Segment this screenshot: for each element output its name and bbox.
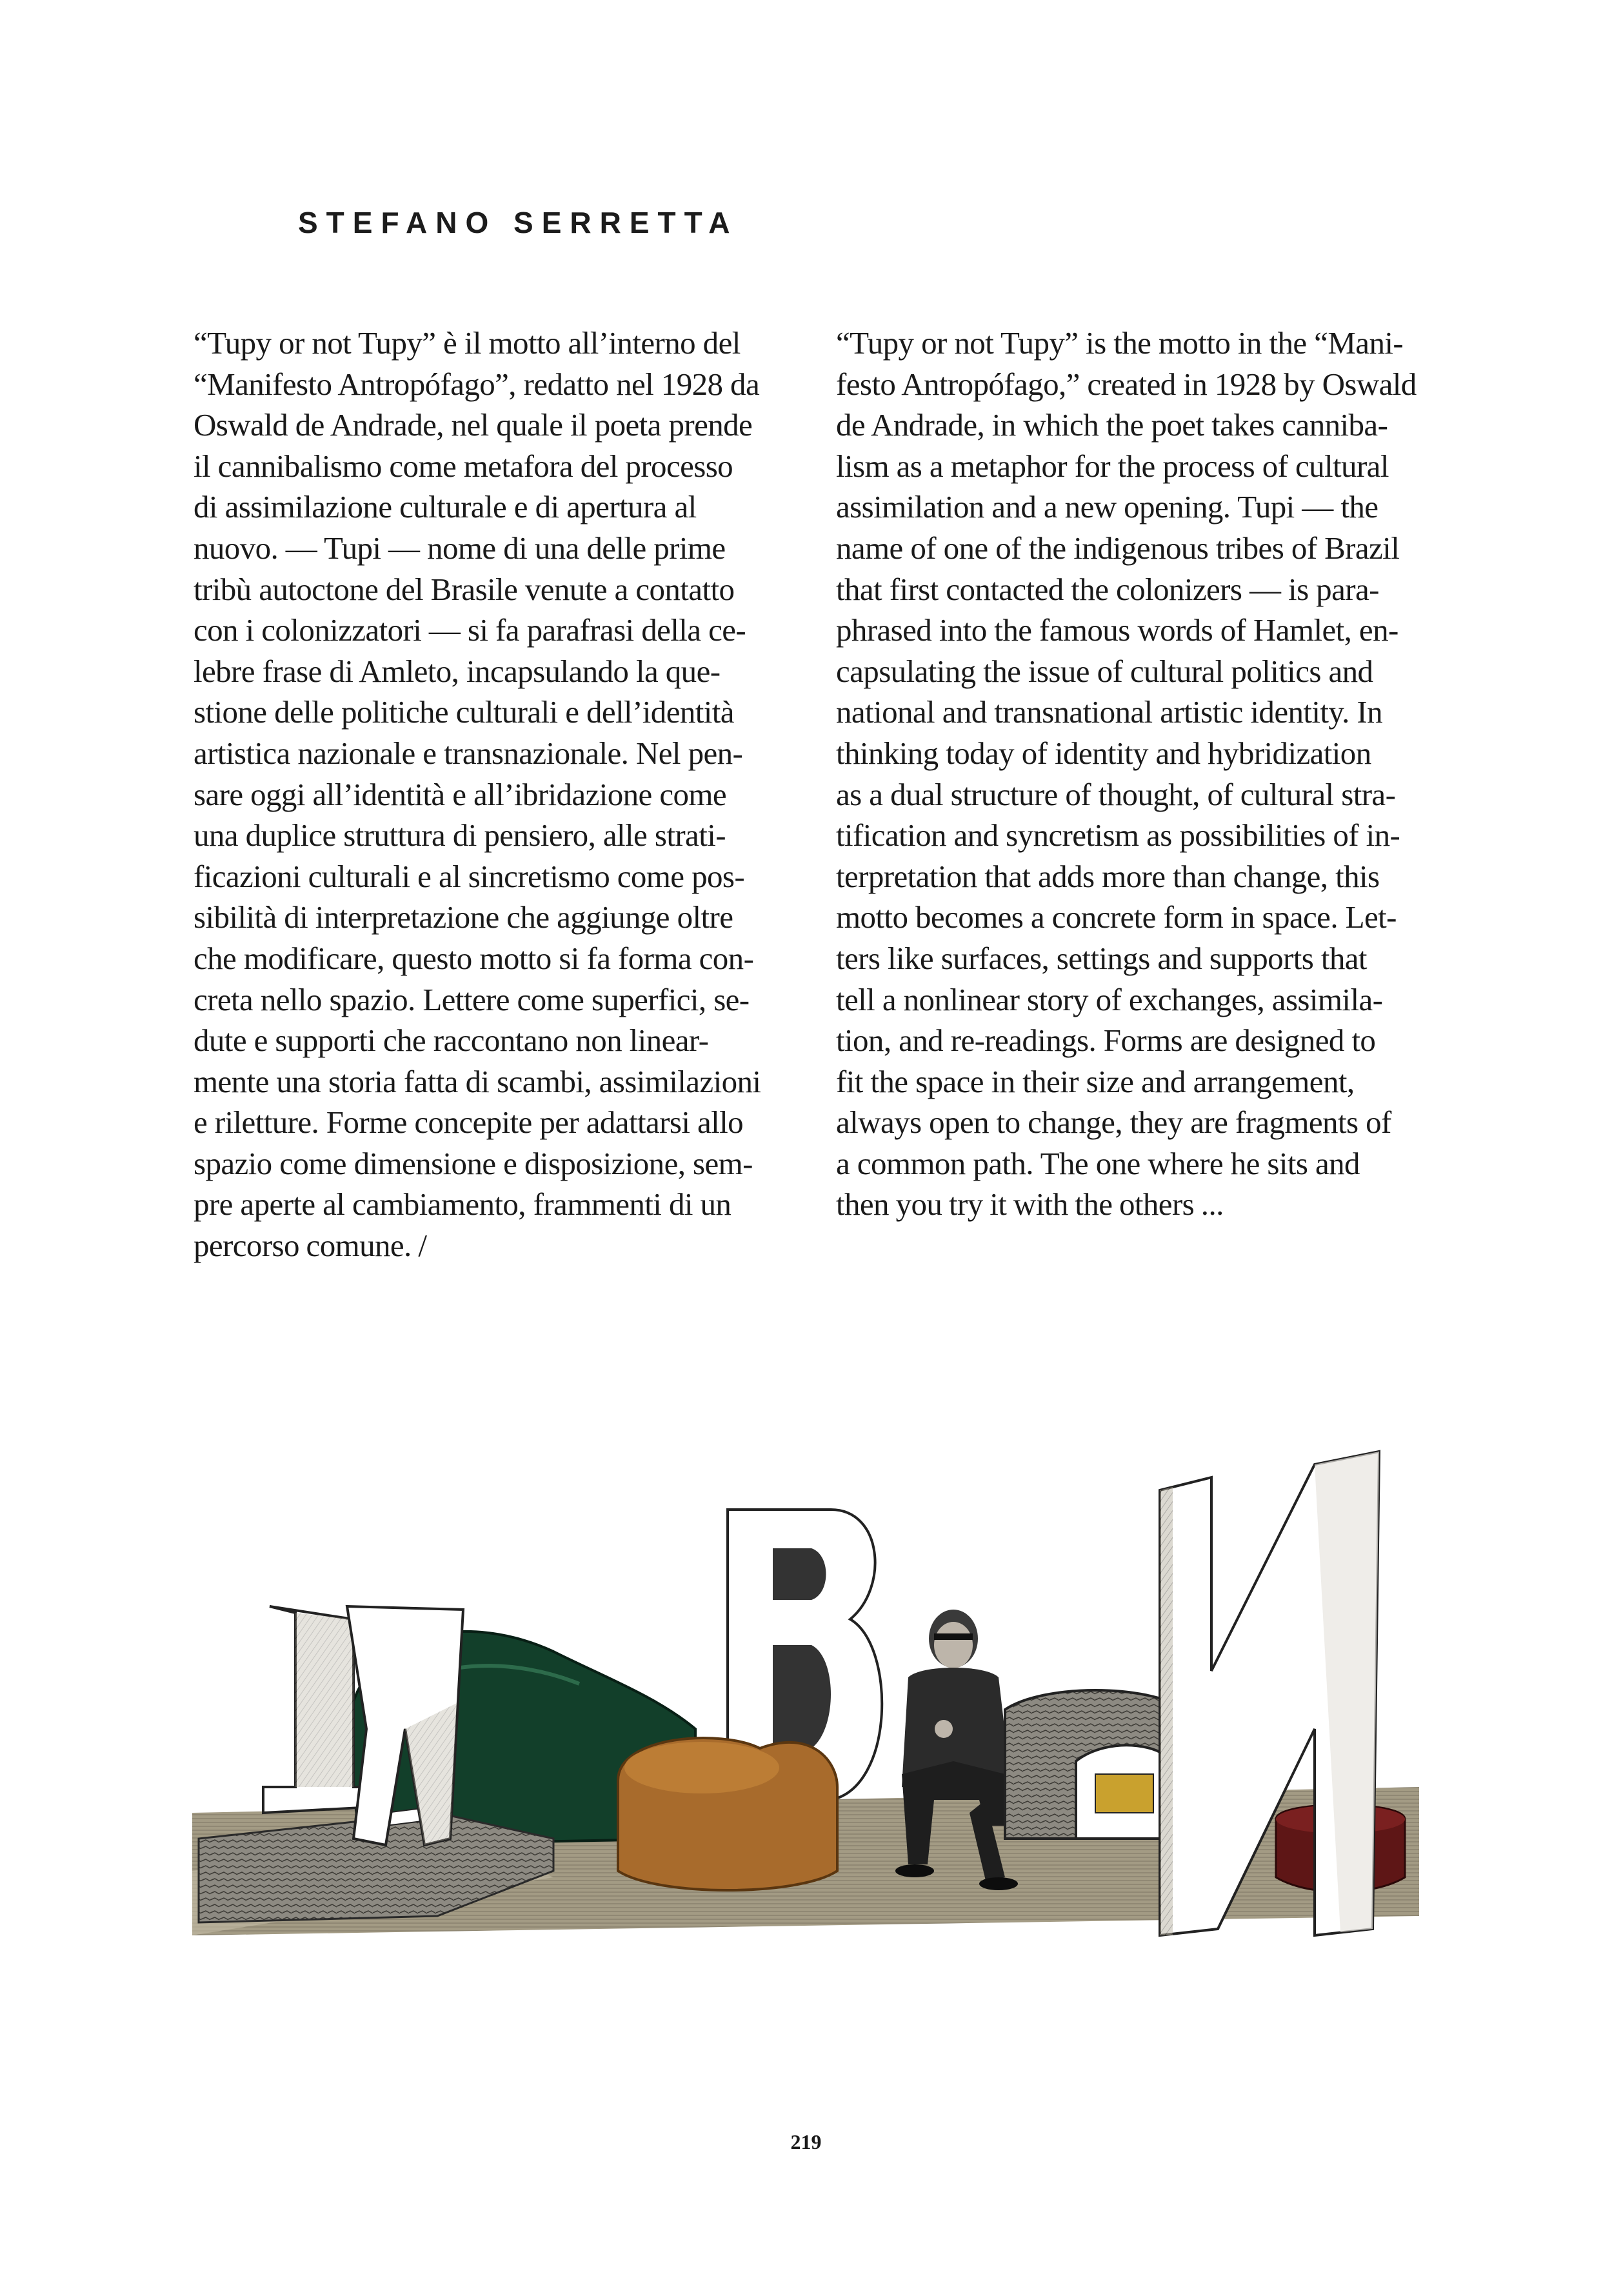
- italian-text-line: nuovo. — Tupi — nome di una delle prime: [194, 530, 726, 566]
- italian-text-line: percorso comune. /: [194, 1228, 427, 1264]
- english-text-line: name of one of the indigenous tribes of Brazil: [836, 530, 1400, 566]
- italian-text-line: tribù autoctone del Brasile venute a contatto: [194, 571, 735, 607]
- italian-text-line: una duplice struttura di pensiero, alle strati-: [194, 817, 726, 854]
- italian-text-line: dute e supporti che raccontano non linear-: [194, 1023, 709, 1059]
- italian-text-line: creta nello spazio. Lettere come superfici, se-: [194, 981, 750, 1017]
- english-text-line: tion, and re-readings. Forms are designed to: [836, 1023, 1376, 1059]
- english-text-line: tification and syncretism as possibilities of in-: [836, 817, 1400, 854]
- italian-text-line: mente una storia fatta di scambi, assimilazioni: [194, 1063, 761, 1099]
- english-text-line: tell a nonlinear story of exchanges, assimila-: [836, 981, 1383, 1017]
- italian-text-line: che modificare, questo motto si fa forma con-: [194, 940, 754, 976]
- italian-text-line: spazio come dimensione e disposizione, sem-: [194, 1145, 753, 1181]
- italian-text-line: di assimilazione culturale e di apertura al: [194, 489, 697, 525]
- italian-text-line: “Tupy or not Tupy” è il motto all’interno del: [194, 325, 741, 361]
- italian-text-line: Oswald de Andrade, nel quale il poeta prende: [194, 407, 753, 443]
- english-text-line: national and transnational artistic identity. In: [836, 694, 1383, 730]
- english-text-line: a common path. The one where he sits and: [836, 1145, 1360, 1181]
- english-text-line: capsulating the issue of cultural politics and: [836, 653, 1373, 689]
- italian-text-line: pre aperte al cambiamento, frammenti di un: [194, 1186, 731, 1223]
- italian-text-line: sibilità di interpretazione che aggiunge oltre: [194, 899, 733, 935]
- english-text-line: lism as a metaphor for the process of cultural: [836, 448, 1389, 484]
- english-text-line: festo Antropófago,” created in 1928 by Oswald: [836, 366, 1417, 402]
- english-text-line: “Tupy or not Tupy” is the motto in the “Mani-: [836, 325, 1404, 361]
- english-text-line: de Andrade, in which the poet takes canniba-: [836, 407, 1388, 443]
- english-text-line: thinking today of identity and hybridization: [836, 735, 1371, 771]
- english-text-line: ters like surfaces, settings and supports that: [836, 940, 1367, 976]
- italian-text-line: lebre frase di Amleto, incapsulando la que-: [194, 653, 721, 689]
- collage-illustration: [192, 1426, 1419, 1993]
- english-text-line: always open to change, they are fragments of: [836, 1104, 1391, 1141]
- english-text-line: then you try it with the others ...: [836, 1186, 1224, 1223]
- italian-text-line: e riletture. Forme concepite per adattarsi allo: [194, 1104, 744, 1141]
- italian-text-line: stione delle politiche culturali e dell’identità: [194, 694, 734, 730]
- italian-text-line: “Manifesto Antropófago”, redatto nel 1928 da: [194, 366, 760, 402]
- english-text-line: as a dual structure of thought, of cultural stra-: [836, 776, 1396, 812]
- english-text-line: terpretation that adds more than change, this: [836, 858, 1380, 894]
- english-text-column: [836, 323, 1439, 1225]
- author-name: STEFANO SERRETTA: [298, 206, 739, 239]
- italian-text-column: [194, 323, 797, 1266]
- english-text-line: motto becomes a concrete form in space. Let-: [836, 899, 1397, 935]
- italian-text-line: il cannibalismo come metafora del processo: [194, 448, 733, 484]
- english-text-line: assimilation and a new opening. Tupi — the: [836, 489, 1378, 525]
- italian-text-line: ficazioni culturali e al sincretismo come pos-: [194, 858, 745, 894]
- italian-text-line: artistica nazionale e transnazionale. Nel pen-: [194, 735, 743, 771]
- orange-pouf: [618, 1738, 837, 1890]
- italian-text-line: con i colonizzatori — si fa parafrasi della ce-: [194, 612, 746, 648]
- english-text-line: that first contacted the colonizers — is para-: [836, 571, 1379, 607]
- page-number: 219: [790, 2130, 822, 2153]
- italian-text-line: sare oggi all’identità e all’ibridazione come: [194, 776, 727, 812]
- english-text-line: fit the space in their size and arrangement,: [836, 1063, 1355, 1099]
- english-text-line: phrased into the famous words of Hamlet, en-: [836, 612, 1398, 648]
